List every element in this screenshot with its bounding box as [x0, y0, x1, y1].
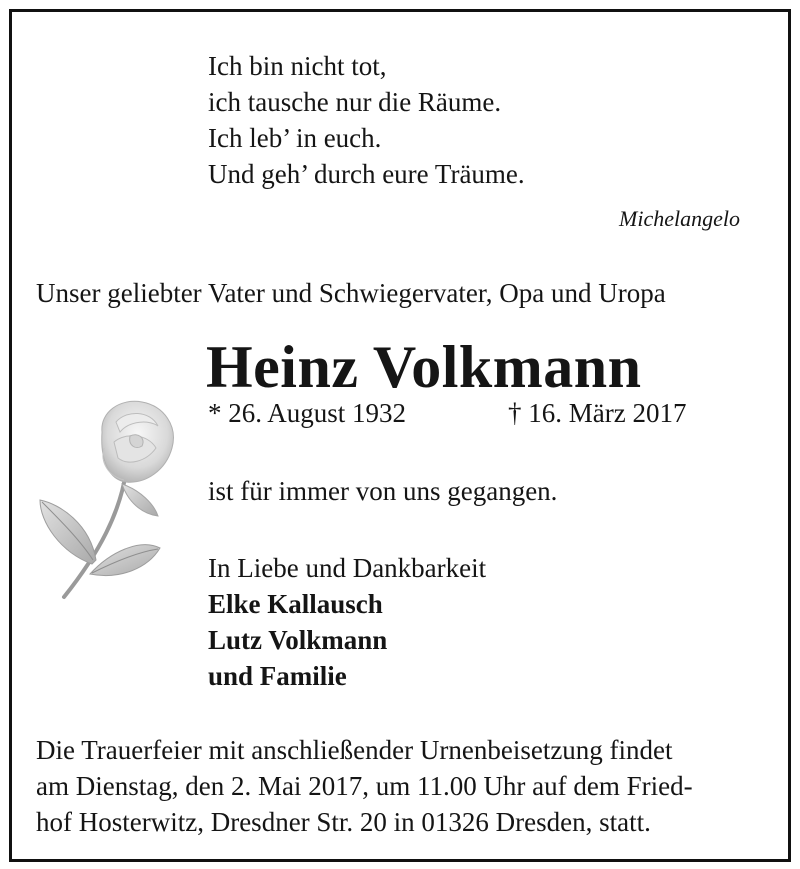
poem-line: Ich bin nicht tot, — [208, 51, 387, 81]
death-date: † 16. März 2017 — [508, 398, 687, 428]
poem-line: Und geh’ durch eure Träume. — [208, 159, 525, 189]
funeral-service-info — [36, 732, 693, 840]
service-line: Die Trauerfeier mit anschließender Urnenbeisetzung findet — [36, 735, 673, 765]
mourners — [208, 550, 486, 694]
family-relation-intro: Unser geliebter Vater und Schwiegervater, Opa und Uropa — [36, 278, 666, 308]
mourner-name: Lutz Volkmann — [208, 625, 388, 655]
mourners-intro: In Liebe und Dankbarkeit — [208, 553, 487, 583]
poem-author: Michelangelo — [619, 206, 740, 231]
mourner-name: und Familie — [208, 661, 347, 691]
poem-line: ich tausche nur die Räume. — [208, 87, 502, 117]
deceased-name: Heinz Volkmann — [206, 334, 642, 400]
passed-away-text: ist für immer von uns gegangen. — [208, 476, 558, 506]
mourner-name: Elke Kallausch — [208, 589, 383, 619]
birth-date: * 26. August 1932 — [208, 398, 407, 428]
poem — [208, 48, 525, 192]
service-line: hof Hosterwitz, Dresdner Str. 20 in 01326 Dresden, statt. — [36, 807, 651, 837]
service-line: am Dienstag, den 2. Mai 2017, um 11.00 Uhr auf dem Fried- — [36, 771, 693, 801]
rose-image — [30, 392, 200, 607]
poem-line: Ich leb’ in euch. — [208, 123, 382, 153]
